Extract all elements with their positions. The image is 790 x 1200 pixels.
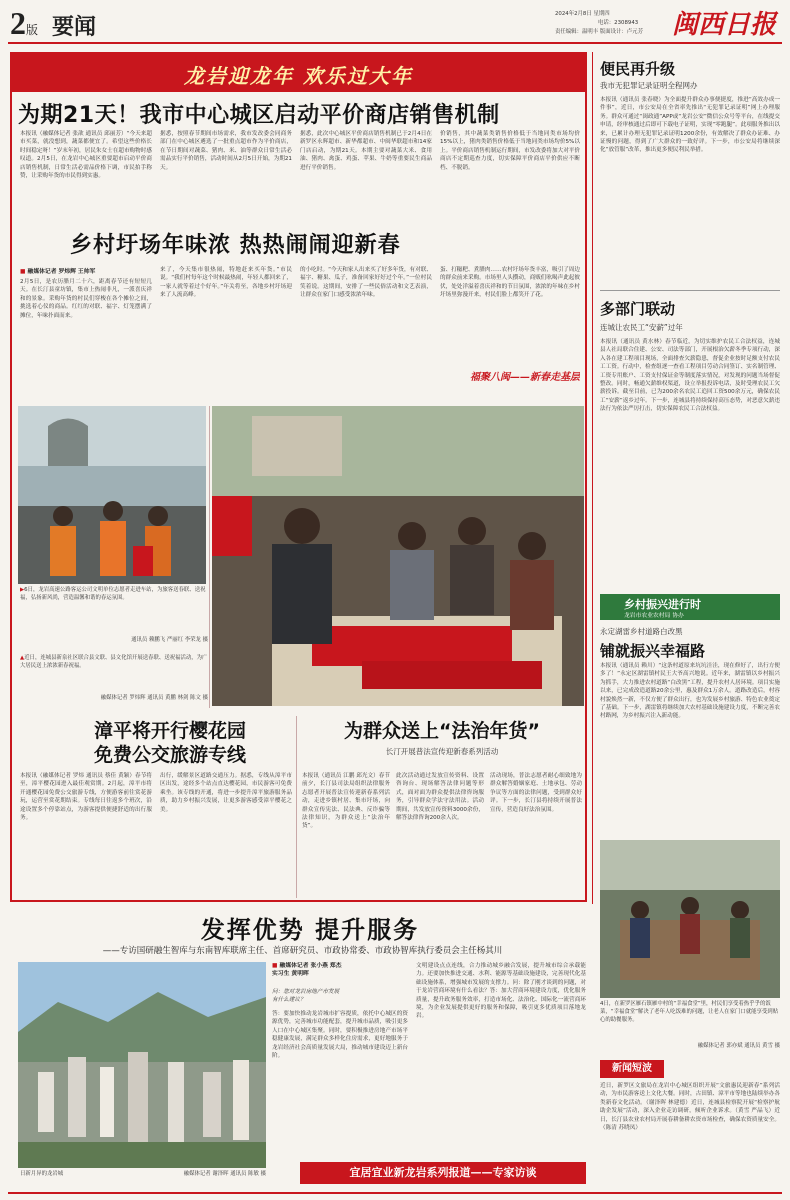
forum-headline: 发挥优势 提升服务 xyxy=(200,916,420,944)
zhangping-col-1: 本报讯（融媒体记者 罗炜 通讯员 蔡佳 黄颖）春节将至，漳平樱花园进入最佳观赏期。2月起，漳平市将开通樱花园免费公交旅游专线，方便游客前往赏花游玩，运营至赏花期结束。专线每日往返多个班次，沿途设置多个停靠站点，为游客提供便捷舒适的出行服务。 xyxy=(20,773,152,822)
lead-col-1: 本报讯（融媒体记者 张歆 通讯员 邱丽芳）“今天来超市买菜，就没想到，蔬菜都便宜了。希望这些价格长时间稳定呀！”岁末年初，居民朱女士在超市购物时感叹道。2月5日，在龙岩中心城区重要超市启动平价商店销售机制，日常生活必需品价格下调，市民拍手称赞，让采购年货的市民得到实惠。 xyxy=(20,131,152,180)
forum-col-2: 文明建设点点连线，合力推动城乡融合发展，提升城市综合承载能力。还要加快推进交通、水利、能源等基础设施建设，完善现代化基础设施体系，增强城市发展的支撑力。问：除了刚才谈到的问题，对于龙岩营商环境有什么看法？答：加大营商环境建设力度，优化服务质量，提升政务服务效率，打造市场化、法治化、国际化一流营商环境，为企业发展提供更好的服务和保障，吸引更多优质项目落地龙岩。 xyxy=(416,963,586,1020)
forum-byline-marker: ■ xyxy=(272,963,278,969)
zhangping-col-2: 出行，缓解景区道路交通压力。据悉，专线从漳平市区出发，途经多个站点直达樱花园，市民游客可免费乘坐。该专线的开通，将进一步提升漳平旅游服务品质，助力乡村振兴发展，让更多游客感受漳平樱花之美。 xyxy=(160,773,292,813)
s3-tag xyxy=(600,594,780,620)
s1-body: 本报讯（通讯员 张春晓）为全面提升群众办事便捷度，推进“高效办成一件事”，近日，市公安局在全省率先推出“无犯罪记录证明”网上办理服务。群众可通过“闽政通”APP或“龙岩公安”微信公众号等平台，在线提交申请，经审核通过后即可下载电子证明，实现“零跑腿”。此项服务推出以来，已累计办理无犯罪记录证明1200余份，有效解决了群众办证难、办证慢的问题，得到了广大群众的一致好评。下一步，市公安局将继续深化“放管服”改革，推出更多便民利民举措。 xyxy=(600,97,780,154)
law-col-3: 活动现场，普法志愿者耐心细致地为群众解答婚姻家庭、土地承包、劳动争议等方面的法律问题，受到群众好评。下一步，长汀县将持续开展普法宣传，营造良好法治氛围。 xyxy=(490,773,582,813)
brief-title: 新闻短波 xyxy=(600,1060,664,1078)
village-col-3: 的小吃时。“今天和家人出来买了好多年货，有对联、福字、糖果、瓜子，准备回家好好过个年。”一位村民笑着说。这期间，安排了一些民俗活动和文艺表演，让群众在家门口感受浓浓年味。 xyxy=(300,267,432,299)
lead-col-3: 据悉，此次中心城区平价商店销售机制已于2月4日在新罗区永辉超市、新华都超市、中闽华联超市和14家门店启动，为期21天。本期主要对蔬菜大米、食用油、猪肉、禽蛋、鸡蛋、苹果、牛奶等重要民生商品进行平价销售。 xyxy=(300,131,432,171)
photo-city-credit: 融媒体记者 谢泽晖 通讯员 陈敏 摄 xyxy=(183,1171,266,1177)
s3-photo-caption: 4日，在新罗区雁石镇雁中村的“幸福食堂”里，村民们享受着热乎乎的饭菜，“幸福食堂”解决了老年人吃饭难的问题，让老人在家门口就能享受到贴心的助餐服务。 xyxy=(600,1001,779,1023)
masthead xyxy=(0,0,790,44)
s3-photo-credit: 融媒体记者 郭亦斌 通讯员 黄雪 摄 xyxy=(697,1043,780,1049)
masthead-rule xyxy=(8,42,782,44)
village-col-2: 来了，今天集市很热闹，特地赶来买年货。”市民说。“我们村每年这个时候最热闹，年轻人都回来了，一家人就等着过个好年。”年关将至，各地乡村圩场迎来了人流高峰。 xyxy=(160,267,292,299)
s3-title: 铺就振兴幸福路 xyxy=(600,642,706,660)
forum-subtitle: ——专访国研融生智库与东南智库联席主任、首席研究员、市政协常委、市政协智库执行委员会主任杨其川 xyxy=(102,946,503,956)
lead-headline: 为期21天！我市中心城区启动平价商店销售机制 xyxy=(18,103,500,128)
lead-col-2: 据悉，按照春节期间市场需求，我市发改委会同商务部门在中心城区遴选了一批重点超市作为平价商店，在节日期间对蔬菜、猪肉、米、油等群众日常生活必需品实行平价销售，活动时间从2月5日开始，为期21天。 xyxy=(160,131,292,171)
masthead-date xyxy=(555,10,645,18)
forum-col-1: 答：要加快推动龙岩城市扩容提质，依托中心城区的资源优势，完善城市功能配套，提升城市品质，吸引更多人口在中心城区集聚。同时，要积极推进房地产市场平稳健康发展，满足群众多样化住房需求，更好地服务于龙岩经济社会高质量发展大局，推动城市建设迈上新台阶。 xyxy=(272,1011,408,1060)
law-col-2: 此次活动通过发放宣传资料、设置咨询台、现场解答法律问题等形式，面对面为群众提供法律咨询服务，引导群众学法守法用法。活动期间，共发放宣传资料3000余份，解答法律咨询200余人次。 xyxy=(396,773,484,822)
issue-date: 2024年2月8日 xyxy=(555,11,592,17)
series-banner: 宜居宜业新龙岩系列报道——专家访谈 xyxy=(300,1162,586,1184)
page-number-digit: 2 xyxy=(10,6,26,40)
photo-calligraphy-credit: 融媒体记者 罗炜辉 通讯员 黄鹏 林剑 陈文 摄 xyxy=(100,695,208,701)
photo-volunteers-credit: 通讯员 赖鹏飞 严丽红 李荣龙 摄 xyxy=(131,637,208,643)
forum-question-1: 问：您对龙岩房地产市发展有什么建议？ xyxy=(272,989,340,1004)
s1-subtitle: 我市无犯罪记录证明全程网办 xyxy=(600,81,698,90)
s2-title: 多部门联动 xyxy=(600,300,676,318)
village-col-1: 2月5日，是农历腊月二十六，距离春节还有短短几天。在长汀县童坊镇，集市上热闹非凡，一派喜庆祥和的景象。采购年货的村民们穿梭在各个摊位之间，挑选着心仪的商品。红红的对联、福字、灯笼摆满了摊位，年味扑面而来。 xyxy=(20,279,152,319)
brand-logo: 闽西日报 xyxy=(672,10,777,38)
photo-calligraphy-caption-text: 近日，连城县新泉社区联合县文联、县文化馆开展送春联、送祝福活动，为广大居民送上浓浓新春祝福。 xyxy=(20,655,208,669)
photo-happy-canteen xyxy=(600,840,780,998)
caption-marker-2: ▲ xyxy=(20,655,25,661)
photo-city xyxy=(18,962,266,1168)
forum-byline-text: 融媒体记者 张小燕 郑杰 实习生 黄明晖 xyxy=(272,963,342,977)
section-name: 要闻 xyxy=(52,15,97,40)
village-byline-text: 融媒体记者 罗炜辉 王帅军 xyxy=(27,269,96,275)
s2-body: 本报讯（通讯员 黄水林）春节临近，为切实维护农民工合法权益，连城县人社局联合住建、公安、司法等部门，开展根治欠薪冬季专项行动，深入各在建工程项目现场，全面排查欠薪隐患，督促企业按时足额支付农民工工资。行动中，检查组逐一查看工程项目劳动合同签订、实名制管理、工资专用账户、工资支付保证金等制度落实情况，对发现的问题当场督促整改。同时，畅通欠薪维权渠道，设立举报投诉电话，及时受理农民工欠薪投诉。截至目前，已为200余名农民工追回工资500余万元，确保农民工“安薪”返乡过年。下一步，连城县将持续保持高压态势，对恶意欠薪违法行为依法严厉打击，切实保障农民工合法权益。 xyxy=(600,339,780,413)
law-subtitle: 长汀开展普法宣传迎新春系列活动 xyxy=(385,747,499,756)
photo-city-art xyxy=(18,962,266,1168)
village-headline: 乡村圩场年味浓 热热闹闹迎新春 xyxy=(70,233,401,258)
photo-city-caption: 日新月异的龙岩城 xyxy=(20,1171,64,1177)
issue-weekday: 星期四 xyxy=(593,11,610,17)
zhangping-headline-1: 漳平将开行樱花园 xyxy=(93,720,246,742)
caption-marker: ▶ xyxy=(20,587,25,593)
page-number xyxy=(10,6,50,40)
right-column-divider xyxy=(592,52,593,904)
s3-tag-text: 乡村振兴进行时 xyxy=(624,598,701,611)
s3-tag-sponsor: 龙岩市农业农村局 协办 xyxy=(624,613,684,619)
village-byline-marker: ■ xyxy=(20,269,26,275)
photo-volunteers-caption-text: 6日，龙岩高速公路客运公司文明单位志愿者走进车站，为旅客送春联、送祝福，弘扬新风尚，营造温馨和谐的春运氛围。 xyxy=(20,587,206,601)
fuxing-tag: 福聚八闽——新春走基层 xyxy=(470,372,580,383)
law-col-1: 本报讯（通讯员 江鹏 邱光文）春节前夕，长汀县司法局组织法律服务志愿者开展普法宣传迎新春系列活动，走进乡镇村居、集市圩场，向群众宣传宪法、民法典、反诈骗等法律知识，为群众送上“法治年货”。 xyxy=(302,773,390,830)
village-col-4: 蛋、打糍粑、煮腊肉……农村圩场年货丰富，吸引了周边的群众前来采购。市场里人头攒动，商贩们吆喝声此起彼伏，处处洋溢着喜庆祥和的节日氛围，浓浓的年味在乡村圩场里弥漫开来，村民们脸上都笑开了花。 xyxy=(440,267,580,299)
s2-subtitle: 连城让农民工“安薪”过年 xyxy=(600,323,683,332)
zhangping-headline-2: 免费公交旅游专线 xyxy=(93,744,246,766)
s3-subtitle: 永定湖雷乡村道路白改黑 xyxy=(600,627,683,636)
brief-body: 近日，新罗区文旅局在龙岩中心城区组织开展“文旅惠民迎新春”系列活动，为市民游客送上文化大餐。同时，古田镇、漳平市等地也陆续举办各类新春文化活动。（谢泽晖 林建德）近日，连城县检察院开展“检察护航 助企发展”活动，深入企业走访调研，倾听企业诉求。（黄雪 严晶飞）近日，长汀县农业农村局开展春耕备耕农资市场检查，确保农资质量安全。（陈清 苏晓凤） xyxy=(600,1083,780,1132)
law-headline: 为群众送上“法治年货” xyxy=(344,720,540,742)
feature-frame xyxy=(10,52,587,902)
masthead-phone: 电话：2308943 xyxy=(598,20,639,26)
s3-body: 本报讯（通讯员 赖川）“这条村道原来坑坑洼洼，现在修好了，出行方便多了！”永定区湖雷镇村民王大爷高兴地说。近年来，湖雷镇以乡村振兴为抓手，大力推进农村道路“白改黑”工程，提升农村人居环境。项目实施以来，已完成改造道路20余公里，惠及群众1万余人。道路改造后，村容村貌焕然一新，不仅方便了群众出行，也为发展乡村旅游、特色农业奠定了基础。下一步，湖雷镇将继续加大农村基础设施建设力度，不断完善农村路网，为乡村振兴注入新动能。 xyxy=(600,663,780,720)
rule-1 xyxy=(600,290,780,291)
banner-text: 龙岩迎龙年 欢乐过大年 xyxy=(184,64,413,88)
bottom-rule xyxy=(8,1192,782,1194)
photo-happy-canteen-art xyxy=(600,840,780,998)
masthead-editors: 责任编辑：温明丰 版面设计：卢元芳 xyxy=(555,29,643,35)
lead-col-4: 价销售，其中蔬菜类销售价格低于当地同类市场均价15%以上，猪肉类销售价格低于当地同类市场均价5%以上。平价商店销售机制运行期间，市发改委将加大对平价商店不定期巡查力度，切实保障平价商店平价供应不断档、不脱销。 xyxy=(440,131,580,171)
page-number-suffix: 版 xyxy=(26,23,39,37)
s1-title: 便民再升级 xyxy=(600,60,676,78)
forum-byline xyxy=(272,962,342,986)
